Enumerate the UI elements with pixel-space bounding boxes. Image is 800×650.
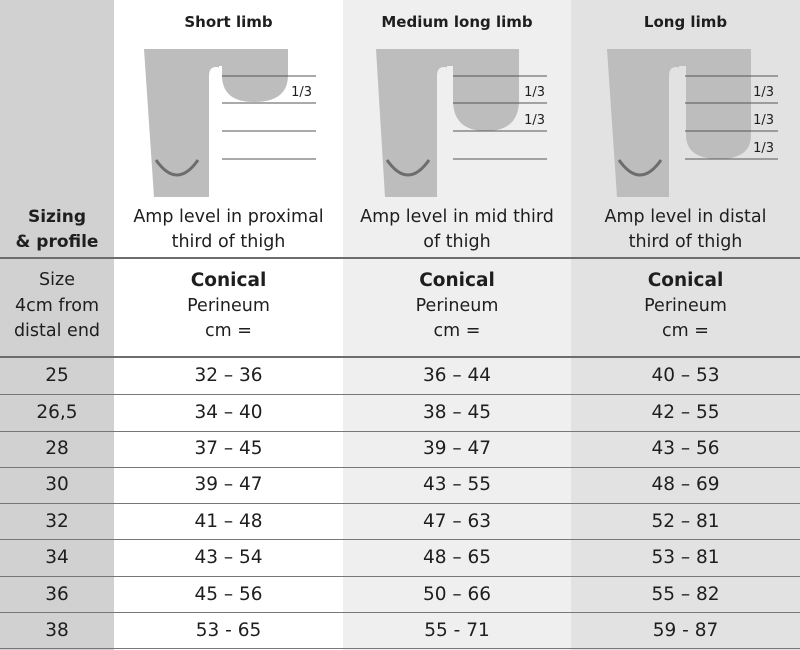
long-range-cell: 40 – 53 <box>651 365 720 386</box>
size-header <box>0 268 114 345</box>
table-row <box>0 504 800 540</box>
short-range-cell: 41 – 48 <box>194 511 263 532</box>
residual-limb-icon <box>686 49 751 159</box>
long-limb-diagram <box>571 40 800 200</box>
profile-unit: cm = <box>433 321 481 341</box>
size-cell: 34 <box>45 547 69 568</box>
table-row <box>0 358 800 394</box>
profile-measure: Perineum <box>187 295 270 316</box>
profile-measure: Perineum <box>644 295 727 316</box>
medium-limb-diagram <box>343 40 571 200</box>
medium-range-cell: 55 - 71 <box>424 620 490 641</box>
long-range-cell: 53 – 81 <box>651 547 720 568</box>
medium-range-cell: 39 – 47 <box>422 438 492 459</box>
size-cell: 28 <box>45 438 69 459</box>
size-cell: 26,5 <box>36 402 78 423</box>
table-row <box>0 395 800 431</box>
short-range-cell: 32 – 36 <box>194 365 263 386</box>
fraction-label: 1/3 <box>753 113 774 128</box>
short-range-cell: 37 – 45 <box>194 438 263 459</box>
profile-name: Conical <box>647 270 724 291</box>
perineum-gap <box>209 67 223 197</box>
size-header-line: 4cm from <box>14 295 100 316</box>
profile-measure: Perineum <box>415 295 499 316</box>
size-cell: 25 <box>45 365 69 386</box>
short-limb-title: Short limb <box>184 13 273 31</box>
table-bottom-border <box>0 648 800 649</box>
short-range-cell: 39 – 47 <box>194 474 263 495</box>
description-line: Amp level in proximal <box>133 207 324 227</box>
medium-profile-header <box>343 268 571 345</box>
fraction-label: 1/3 <box>753 141 774 156</box>
medium-range-cell: 36 – 44 <box>422 365 492 386</box>
long-range-cell: 59 - 87 <box>652 620 719 641</box>
long-range-cell: 43 – 56 <box>651 438 720 459</box>
short-range-cell: 53 - 65 <box>195 620 262 641</box>
table-row <box>0 540 800 576</box>
long-limb-description <box>571 205 800 255</box>
long-range-cell: 52 – 81 <box>651 511 720 532</box>
long-range-cell: 42 – 55 <box>651 402 720 423</box>
description-line: third of thigh <box>171 232 286 252</box>
fraction-label: 1/3 <box>753 85 774 100</box>
size-cell: 36 <box>45 584 69 605</box>
long-limb-title: Long limb <box>643 13 728 31</box>
table-row <box>0 613 800 649</box>
sizing-label-line-1: Sizing <box>27 207 87 227</box>
description-line: third of thigh <box>628 232 743 252</box>
medium-limb-title: Medium long limb <box>381 13 533 31</box>
medium-range-cell: 43 – 55 <box>422 474 492 495</box>
perineum-gap <box>669 67 683 197</box>
short-range-cell: 43 – 54 <box>194 547 263 568</box>
medium-limb-description <box>343 205 571 255</box>
short-range-cell: 34 – 40 <box>194 402 263 423</box>
description-line: Amp level in mid third <box>360 207 554 227</box>
profile-name: Conical <box>190 270 267 291</box>
profile-unit: cm = <box>662 321 709 341</box>
table-row <box>0 467 800 503</box>
description-line: of thigh <box>423 232 491 252</box>
profile-unit: cm = <box>205 321 252 341</box>
medium-range-cell: 48 – 65 <box>422 547 492 568</box>
short-limb-diagram <box>114 40 343 200</box>
fraction-label: 1/3 <box>291 85 312 100</box>
table-row <box>0 431 800 467</box>
description-line: Amp level in distal <box>604 207 767 227</box>
long-range-cell: 48 – 69 <box>651 474 720 495</box>
fraction-label: 1/3 <box>524 113 545 128</box>
size-cell: 30 <box>45 474 69 495</box>
long-profile-header <box>571 268 800 345</box>
medium-range-cell: 50 – 66 <box>422 584 492 605</box>
subheader-row <box>0 258 800 356</box>
sizing-profile-label <box>0 205 114 255</box>
size-cell: 32 <box>45 511 69 532</box>
size-header-line: distal end <box>13 321 101 341</box>
residual-limb-icon <box>453 49 519 131</box>
long-range-cell: 55 – 82 <box>651 584 720 605</box>
short-range-cell: 45 – 56 <box>194 584 263 605</box>
profile-name: Conical <box>419 270 495 291</box>
medium-range-cell: 47 – 63 <box>422 511 492 532</box>
table-row <box>0 577 800 613</box>
sizing-label-line-2: & profile <box>15 232 99 252</box>
size-header-line: Size <box>39 270 75 290</box>
size-cell: 38 <box>45 620 69 641</box>
fraction-label: 1/3 <box>524 85 545 100</box>
short-profile-header <box>114 268 343 345</box>
short-limb-description <box>114 205 343 255</box>
medium-range-cell: 38 – 45 <box>422 402 492 423</box>
perineum-gap <box>437 67 451 197</box>
